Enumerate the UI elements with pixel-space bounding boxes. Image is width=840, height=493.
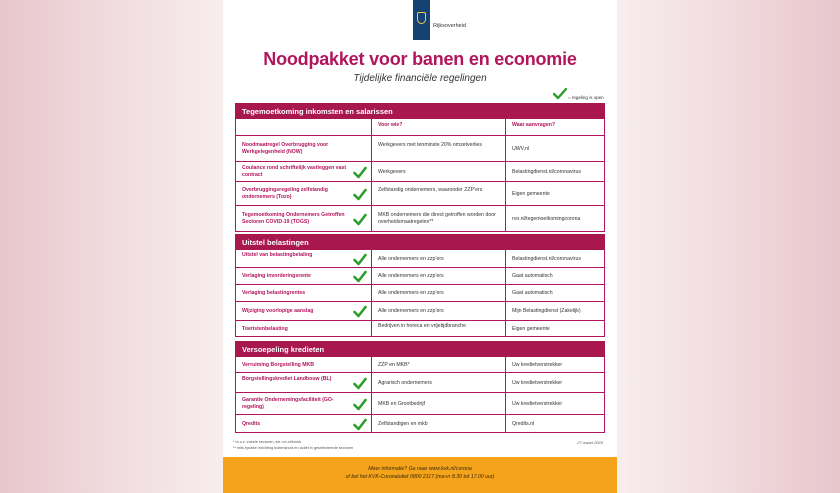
footer-line-2: of bel het KVK-Coronaloket 0800 2117 (ma-vr 8.30 tot 17.00 uur): [345, 474, 495, 480]
check-icon: [353, 398, 367, 411]
column-header: Waar aanvragen?: [512, 122, 556, 128]
check-icon: [353, 253, 367, 266]
waar-aanvragen: Mijn Belastingdienst (Zakelijk): [512, 308, 581, 314]
check-icon: [553, 88, 567, 100]
table-row: [235, 206, 605, 232]
regeling-name: Garantie Ondernemingsfaciliteit (GO-regeling): [242, 397, 334, 410]
footer-line-1: Meer informatie? Ga naar www.kvk.nl/corona: [368, 466, 472, 472]
legend-text: = regeling is open: [568, 95, 604, 100]
crest-icon: [417, 12, 426, 24]
table-row: [235, 162, 605, 182]
table-row: [235, 136, 605, 162]
voor-wie: ZZP en MKB*: [378, 361, 410, 368]
table-header-row: [235, 119, 605, 136]
table-row: [235, 285, 605, 302]
voor-wie: Alle ondernemers en zzp’ers: [378, 255, 444, 262]
voor-wie: Zelfstandig ondernemers, waaronder ZZP’ers: [378, 187, 483, 193]
waar-aanvragen: Gaat automatisch: [512, 273, 553, 279]
voor-wie: MKB ondernemers die direct getroffen worden door overheidsmaatregelen**: [378, 212, 496, 225]
check-icon: [353, 305, 367, 318]
check-icon: [353, 213, 367, 226]
regeling-name: Qredits: [242, 420, 261, 427]
check-icon: [353, 418, 367, 431]
voor-wie: Werkgevers: [378, 168, 406, 175]
voor-wie: Alle ondernemers en zzp’ers: [378, 273, 444, 279]
regeling-name: Uitstel van belastingbetaling: [242, 252, 313, 258]
section-header: Versoepeling kredieten: [235, 341, 605, 357]
waar-aanvragen: Uw kredietverstrekker: [512, 379, 563, 386]
waar-aanvragen: Eigen gemeente: [512, 190, 550, 197]
table-row: [235, 182, 605, 206]
section-header: Tegemoetkoming inkomsten en salarissen: [235, 103, 605, 119]
check-icon: [353, 188, 367, 201]
voor-wie: Bedrijven in horeca en vrijetijdbranche: [378, 323, 466, 329]
table-row: [235, 357, 605, 373]
section-header: Uitstel belastingen: [235, 234, 605, 250]
table-row: [235, 268, 605, 285]
regeling-name: Coulance rond schriftelijk vastleggen vast contract: [242, 165, 347, 178]
regeling-name: Verruiming Borgstelling MKB: [242, 361, 315, 368]
voor-wie: Werkgevers met tenminste 20% omzetverlies: [378, 142, 482, 148]
date: 27 maart 2020: [577, 440, 603, 445]
waar-aanvragen: UWV.nl: [512, 145, 530, 152]
legend: [553, 88, 604, 100]
table-row: [235, 250, 605, 268]
regeling-name: Wijziging voorlopige aanslag: [242, 308, 314, 314]
table-row: [235, 302, 605, 321]
waar-aanvragen: rvo.nl/tegemoetkomingcorona: [512, 215, 581, 222]
table-row: [235, 393, 605, 415]
column-header: Voor wie?: [378, 122, 403, 128]
rijksoverheid-logo: [413, 0, 430, 40]
waar-aanvragen: Uw kredietverstrekker: [512, 400, 563, 407]
voor-wie: Alle ondernemers en zzp’ers: [378, 308, 444, 314]
page-subtitle: Tijdelijke financiële regelingen: [353, 73, 487, 84]
table-row: [235, 321, 605, 337]
voor-wie: MKB en Grootbedrijf: [378, 400, 425, 407]
waar-aanvragen: Belastingdienst.nl/coronavirus: [512, 168, 581, 175]
waar-aanvragen: Belastingdienst.nl/coronavirus: [512, 255, 581, 262]
voor-wie: Agrarisch ondernemers: [378, 379, 432, 386]
footnote-1: * m.u.v. enkele sectoren, zie rvo.nl/bmkb: [233, 440, 302, 444]
table-row: [235, 373, 605, 393]
regeling-name: Tegemoetkoming Ondernemers Getroffen Sectoren COVID-19 (TOGS): [242, 212, 345, 225]
regeling-name: Toeristenbelasting: [242, 325, 288, 332]
poster: [223, 0, 617, 493]
regeling-name: Borgstellingskrediet Landbouw (BL): [242, 376, 332, 382]
waar-aanvragen: Uw kredietverstrekker: [512, 361, 563, 368]
regeling-name: Verlaging belastingrentes: [242, 290, 306, 296]
voor-wie: Alle ondernemers en zzp’ers: [378, 290, 444, 296]
regeling-name: Overbruggingsregeling zelfstandig ondernemers (Tozo): [242, 187, 328, 200]
voor-wie: Zelfstandigen en mkb: [378, 420, 428, 427]
regeling-name: Verlaging invorderingsrente: [242, 273, 311, 279]
page-title: Noodpakket voor banen en economie: [263, 49, 577, 69]
waar-aanvragen: Qredits.nl: [512, 420, 535, 427]
regeling-name: Noodmaatregel Overbrugging voor Werkgelegenheid (NOW): [242, 142, 329, 155]
footer: [223, 457, 617, 493]
footnote-2: ** mits fysieke inrichting buitenshuis en actief in geselecteerde sectoren: [233, 446, 354, 450]
check-icon: [353, 166, 367, 179]
waar-aanvragen: Gaat automatisch: [512, 290, 553, 296]
table-row: [235, 415, 605, 433]
check-icon: [353, 377, 367, 390]
check-icon: [353, 270, 367, 283]
org-name: Rijksoverheid: [433, 23, 467, 29]
waar-aanvragen: Eigen gemeente: [512, 325, 550, 332]
